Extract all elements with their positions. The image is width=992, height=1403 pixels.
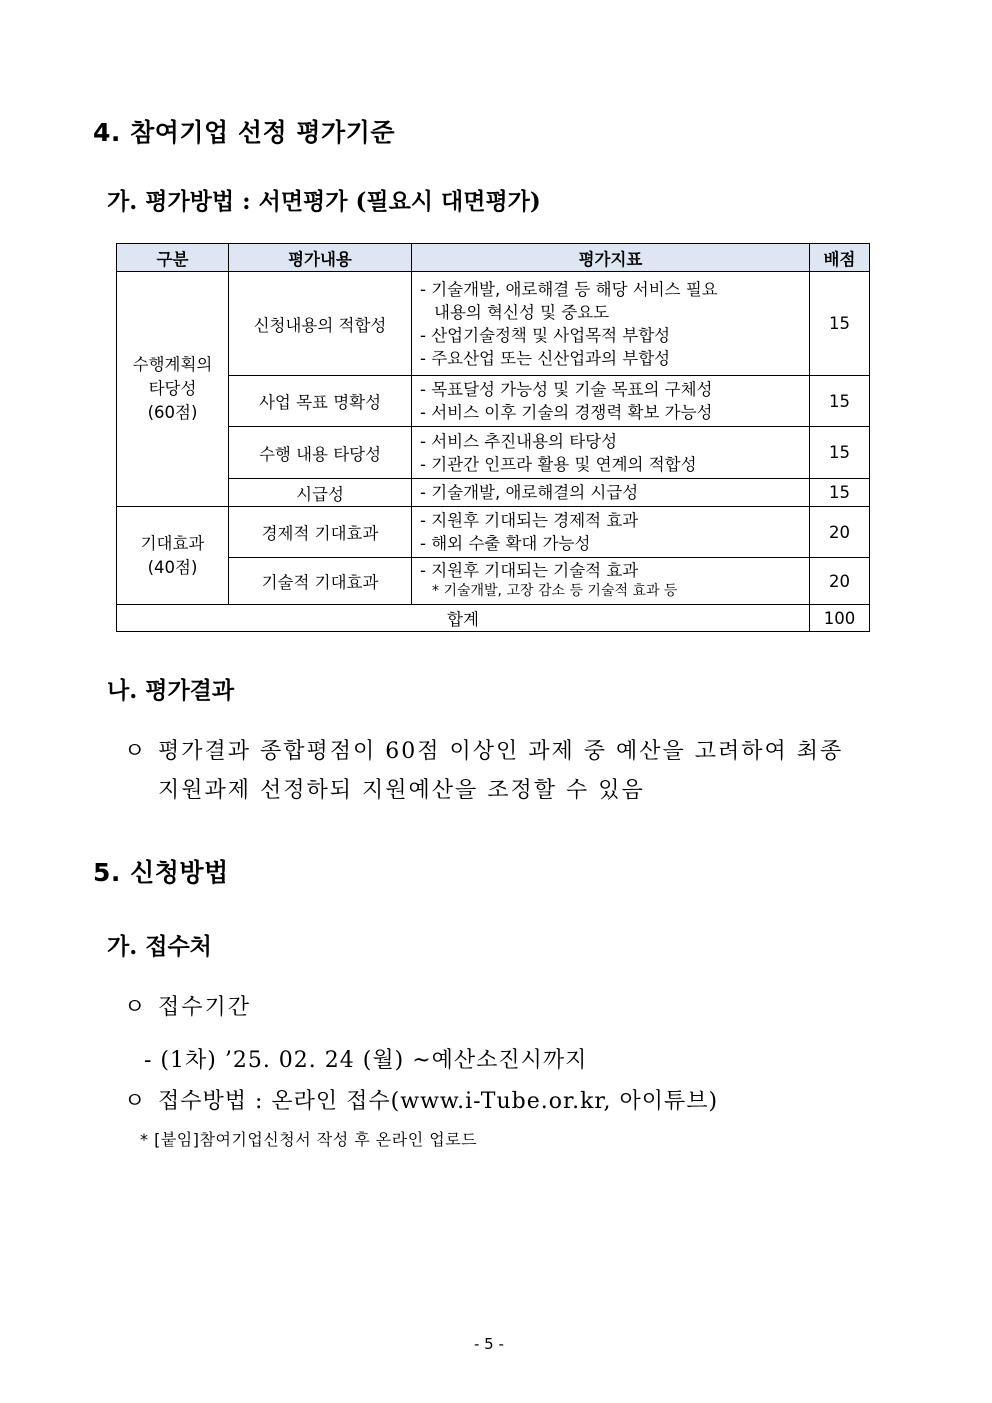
indicator-cell: [412, 558, 810, 605]
indicator-cell: [412, 376, 810, 427]
content-cell: 수행 내용 타당성: [229, 427, 412, 479]
total-label: 합계: [117, 605, 810, 632]
period-detail: - (1차) ’25. 02. 24 (월) ~예산소진시까지: [144, 1048, 588, 1073]
method-bullet: ㅇ: [124, 1089, 148, 1114]
indicator-cell: [412, 272, 810, 376]
evaluation-result-title: 나. 평가결과: [107, 677, 235, 704]
content-cell: 시급성: [229, 479, 412, 507]
reception-title: 가. 접수처: [107, 933, 212, 960]
indicator-line: - 주요산업 또는 신산업과의 부합성: [420, 348, 671, 368]
score-cell: 15: [810, 427, 870, 479]
result-bullet: ㅇ: [124, 739, 148, 764]
score-cell: 20: [810, 558, 870, 605]
indicator-line: - 기관간 인프라 활용 및 연계의 적합성: [420, 454, 697, 474]
indicator-cell: [412, 507, 810, 558]
category-line: (40점): [147, 557, 198, 577]
category-cell-effect: [117, 507, 229, 605]
score-cell: 15: [810, 272, 870, 376]
indicator-line: - 지원후 기대되는 경제적 효과: [420, 511, 639, 530]
indicator-line: - 서비스 추진내용의 타당성: [420, 431, 618, 451]
header-category: 구분: [117, 244, 229, 272]
category-line: (60점): [147, 403, 198, 422]
score-cell: 15: [810, 479, 870, 507]
page-number: - 5 -: [474, 1335, 504, 1353]
indicator-line: - 목표달성 가능성 및 기술 목표의 구체성: [420, 380, 713, 399]
category-line: 기대효과: [140, 533, 205, 553]
indicator-line: - 서비스 이후 기술의 경쟁력 확보 가능성: [420, 403, 713, 422]
indicator-cell: [412, 427, 810, 479]
evaluation-method-title: 가. 평가방법 : 서면평가 (필요시 대면평가): [107, 188, 541, 215]
period-label: 접수기간: [158, 995, 252, 1020]
section-4-title: 4. 참여기업 선정 평가기준: [93, 118, 396, 147]
indicator-line: - 기술개발, 애로해결 등 해당 서비스 필요: [420, 279, 718, 299]
table-row: [117, 479, 870, 507]
table-row: [117, 558, 870, 605]
method-label: 접수방법 : 온라인 접수(www.i-Tube.or.kr, 아이튜브): [158, 1089, 719, 1114]
total-row: [117, 605, 870, 632]
result-text-line-2: 지원과제 선정하되 지원예산을 조정할 수 있음: [158, 778, 645, 803]
content-cell: 경제적 기대효과: [229, 507, 412, 558]
header-score: 배점: [810, 244, 870, 272]
indicator-line: - 지원후 기대되는 기술적 효과: [420, 561, 639, 580]
indicator-cell: [412, 479, 810, 507]
indicator-note: * 기술개발, 고장 감소 등 기술적 효과 등: [432, 583, 678, 599]
score-cell: 20: [810, 507, 870, 558]
category-line: 타당성: [148, 379, 197, 398]
indicator-line: - 기술개발, 애로해결의 시급성: [420, 483, 639, 502]
result-text-line-1: 평가결과 종합평점이 60점 이상인 과제 중 예산을 고려하여 최종: [158, 739, 844, 764]
indicator-line: - 해외 수출 확대 가능성: [420, 534, 591, 553]
table-row: [117, 376, 870, 427]
section-5-title: 5. 신청방법: [93, 858, 229, 887]
period-bullet: ㅇ: [124, 995, 148, 1020]
header-indicator: 평가지표: [412, 244, 810, 272]
table-row: [117, 272, 870, 376]
attachment-note: * [붙임]참여기업신청서 작성 후 온라인 업로드: [140, 1130, 478, 1149]
evaluation-criteria-table: [116, 243, 870, 632]
content-cell: 사업 목표 명확성: [229, 376, 412, 427]
category-cell-plan: [117, 272, 229, 507]
category-line: 수행계획의: [132, 355, 213, 374]
indicator-line: - 산업기술정책 및 사업목적 부합성: [420, 325, 671, 345]
table-row: [117, 427, 870, 479]
total-score: 100: [810, 605, 870, 632]
content-cell: 신청내용의 적합성: [229, 272, 412, 376]
score-cell: 15: [810, 376, 870, 427]
content-cell: 기술적 기대효과: [229, 558, 412, 605]
table-header-row: [117, 244, 870, 272]
header-content: 평가내용: [229, 244, 412, 272]
table-row: [117, 507, 870, 558]
indicator-line: 내용의 혁신성 및 중요도: [434, 302, 610, 322]
